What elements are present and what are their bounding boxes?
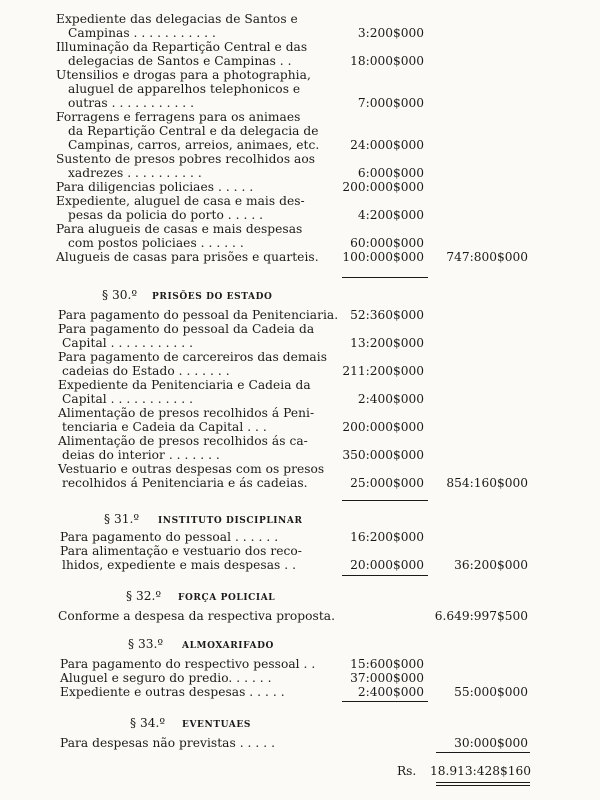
line-description: Alugueis de casas para prisões e quarteis.	[56, 250, 319, 264]
line-amount: 6:000$000	[357, 166, 424, 180]
line-description: Para pagamento do respectivo pessoal . .	[60, 657, 316, 671]
budget-line	[0, 392, 600, 406]
line-amount: 13:200$000	[350, 336, 424, 350]
budget-line	[0, 671, 600, 685]
line-description: Campinas, carros, arreios, animaes, etc.	[68, 138, 320, 152]
budget-line	[0, 336, 600, 350]
line-description: Conforme a despesa da respectiva proposta.	[58, 609, 336, 623]
line-amount: 24:000$000	[350, 138, 424, 152]
grand-total-label: Rs.	[397, 764, 417, 778]
line-amount: 4:200$000	[357, 208, 424, 222]
section-total: 55:000$000	[454, 685, 528, 699]
rule-line	[436, 752, 530, 753]
line-description: Para pagamento do pessoal da Cadeia da	[58, 322, 315, 336]
section-total: 36:200$000	[454, 558, 528, 572]
line-description: Vestuario e outras despesas com os presos	[58, 462, 325, 476]
section-heading	[0, 589, 600, 603]
grand-total-row	[0, 764, 600, 778]
line-description: Expediente, aluguel de casa e mais des-	[56, 194, 305, 208]
budget-line	[0, 434, 600, 448]
line-description: Alimentação de presos recolhidos ás ca-	[58, 434, 308, 448]
section-number: § 32.º	[126, 589, 162, 603]
rule-line	[342, 575, 428, 576]
line-amount: 2:400$000	[357, 392, 424, 406]
line-description: Expediente e outras despesas . . . . .	[60, 685, 285, 699]
line-description: aluguel de apparelhos telephonicos e	[68, 82, 301, 96]
line-description: Para pagamento do pessoal da Penitenciaria.	[58, 308, 339, 322]
section-title: ALMOXARIFADO	[182, 641, 274, 651]
section-total: 30:000$000	[454, 736, 528, 750]
line-description: Capital . . . . . . . . . . .	[62, 336, 194, 350]
double-rule-top	[436, 782, 530, 783]
budget-line	[0, 476, 600, 490]
line-description: Alimentação de presos recolhidos á Peni-	[58, 406, 315, 420]
line-description: Sustento de presos pobres recolhidos aos	[56, 152, 316, 166]
line-description: lhidos, expediente e mais despesas . .	[62, 558, 297, 572]
line-description: Forragens e ferragens para os animaes	[56, 110, 301, 124]
budget-line	[0, 308, 600, 322]
budget-line	[0, 82, 600, 96]
section-title: FORÇA POLICIAL	[178, 593, 276, 603]
line-amount: 350:000$000	[342, 448, 424, 462]
line-amount: 60:000$000	[350, 236, 424, 250]
double-rule-bottom	[436, 785, 530, 786]
rule-line	[342, 701, 428, 702]
line-description: deias do interior . . . . . . .	[62, 448, 220, 462]
section-number: § 33.º	[128, 637, 164, 651]
line-description: xadrezes . . . . . . . . . .	[68, 166, 202, 180]
budget-line	[0, 448, 600, 462]
line-description: Capital . . . . . . . . . . .	[62, 392, 194, 406]
line-description: Expediente das delegacias de Santos e	[56, 12, 298, 26]
budget-line	[0, 68, 600, 82]
line-description: Utensilios e drogas para a photographia,	[56, 68, 311, 82]
line-description: Aluguel e seguro do predio. . . . . .	[60, 671, 272, 685]
budget-line	[0, 180, 600, 194]
budget-line	[0, 166, 600, 180]
line-amount: 15:600$000	[350, 657, 424, 671]
line-amount: 211:200$000	[342, 364, 424, 378]
budget-line	[0, 54, 600, 68]
budget-line	[0, 124, 600, 138]
line-description: Para pagamento do pessoal . . . . . .	[60, 530, 279, 544]
line-amount: 2:400$000	[357, 685, 424, 699]
section-total: 854:160$000	[446, 476, 528, 490]
budget-line	[0, 222, 600, 236]
section-title: INSTITUTO DISCIPLINAR	[158, 516, 303, 526]
section-heading	[0, 716, 600, 730]
line-description: cadeias do Estado . . . . . . .	[62, 364, 230, 378]
budget-line	[0, 609, 600, 623]
budget-line	[0, 208, 600, 222]
budget-line	[0, 250, 600, 264]
budget-line	[0, 462, 600, 476]
rule-line	[342, 277, 428, 278]
line-amount: 3:200$000	[357, 26, 424, 40]
rule-line	[342, 500, 428, 501]
budget-line	[0, 12, 600, 26]
line-description: Para pagamento de carcereiros das demais	[58, 350, 328, 364]
budget-line	[0, 406, 600, 420]
section-number: § 31.º	[104, 512, 140, 526]
section-total: 6.649:997$500	[434, 609, 528, 623]
budget-line	[0, 322, 600, 336]
line-description: Para alugueis de casas e mais despesas	[56, 222, 303, 236]
budget-line	[0, 110, 600, 124]
budget-line	[0, 378, 600, 392]
budget-line	[0, 26, 600, 40]
section-heading	[0, 512, 600, 526]
line-description: Para despesas não previstas . . . . .	[60, 736, 276, 750]
line-description: delegacias de Santos e Campinas . .	[68, 54, 292, 68]
line-amount: 7:000$000	[357, 96, 424, 110]
budget-line	[0, 558, 600, 572]
line-amount: 20:000$000	[350, 558, 424, 572]
budget-line	[0, 685, 600, 699]
budget-line	[0, 420, 600, 434]
line-description: Para alimentação e vestuario dos reco-	[60, 544, 302, 558]
budget-line	[0, 194, 600, 208]
budget-line	[0, 40, 600, 54]
budget-line	[0, 138, 600, 152]
line-description: com postos policiaes . . . . . .	[68, 236, 244, 250]
line-amount: 25:000$000	[350, 476, 424, 490]
line-description: da Repartição Central e da delegacia de	[68, 124, 319, 138]
line-amount: 200:000$000	[342, 420, 424, 434]
budget-line	[0, 152, 600, 166]
line-description: pesas da policia do porto . . . . .	[68, 208, 264, 222]
line-amount: 100:000$000	[342, 250, 424, 264]
line-amount: 16:200$000	[350, 530, 424, 544]
budget-line	[0, 544, 600, 558]
budget-line	[0, 736, 600, 750]
budget-line	[0, 96, 600, 110]
line-amount: 37:000$000	[350, 671, 424, 685]
budget-line	[0, 236, 600, 250]
line-amount: 18:000$000	[350, 54, 424, 68]
budget-line	[0, 350, 600, 364]
line-description: Para diligencias policiaes . . . . .	[56, 180, 254, 194]
line-description: Expediente da Penitenciaria e Cadeia da	[58, 378, 311, 392]
line-description: Campinas . . . . . . . . . . .	[68, 26, 216, 40]
section-heading	[0, 288, 600, 302]
budget-line	[0, 657, 600, 671]
line-amount: 200:000$000	[342, 180, 424, 194]
line-description: recolhidos á Penitenciaria e ás cadeias.	[62, 476, 308, 490]
budget-line	[0, 364, 600, 378]
section-number: § 34.º	[130, 716, 166, 730]
line-description: Illuminação da Repartição Central e das	[56, 40, 308, 54]
line-description: tenciaria e Cadeia da Capital . . .	[62, 420, 267, 434]
section-title: PRISÕES DO ESTADO	[152, 292, 273, 302]
section-number: § 30.º	[102, 288, 138, 302]
line-description: outras . . . . . . . . . . .	[68, 96, 195, 110]
section-total: 747:800$000	[446, 250, 528, 264]
line-amount: 52:360$000	[350, 308, 424, 322]
section-title: EVENTUAES	[182, 720, 251, 730]
budget-line	[0, 530, 600, 544]
section-heading	[0, 637, 600, 651]
grand-total-value: 18.913:428$160	[430, 764, 532, 778]
